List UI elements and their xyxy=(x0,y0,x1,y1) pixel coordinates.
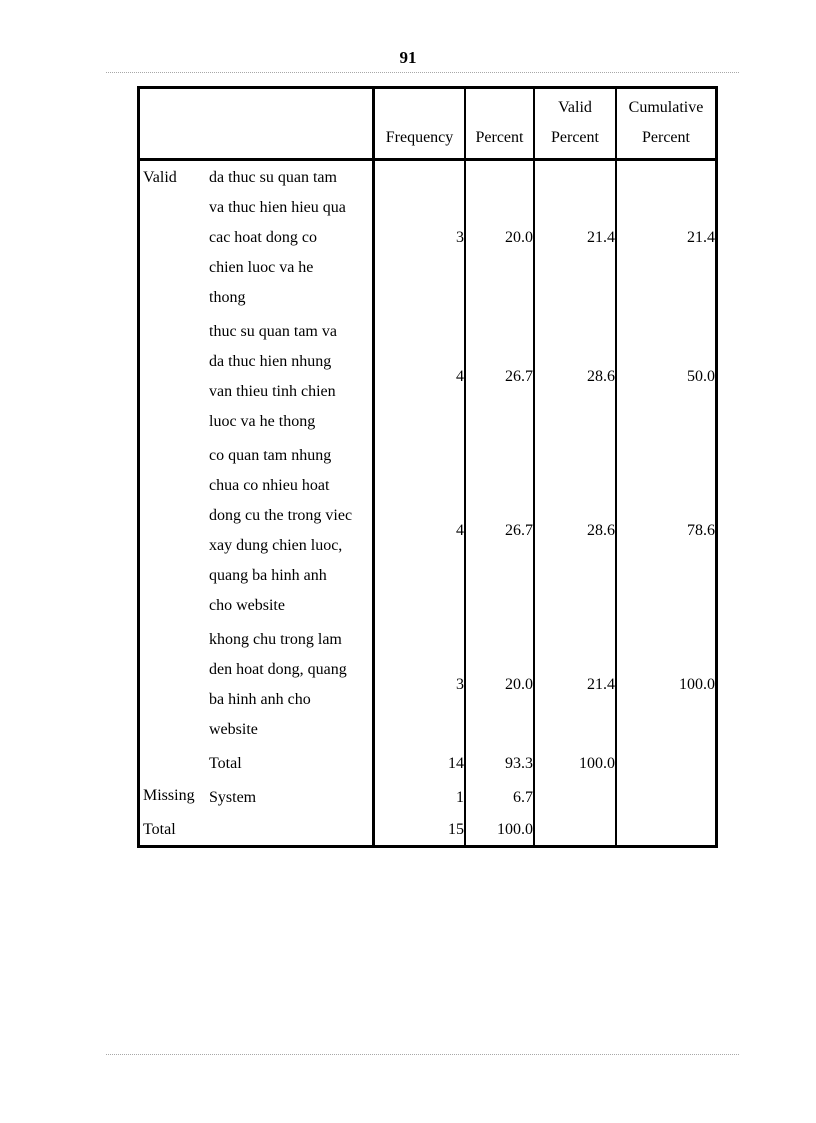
header-frequency: Frequency xyxy=(374,88,466,160)
header-rule xyxy=(106,72,739,73)
cell-frequency: 4 xyxy=(374,315,466,439)
cell-percent: 93.3 xyxy=(465,747,534,781)
cell-valid-percent: 28.6 xyxy=(534,315,616,439)
group-label-empty xyxy=(139,439,208,623)
cell-cumulative-percent: 78.6 xyxy=(687,522,715,539)
group-label-empty xyxy=(139,315,208,439)
header-percent: Percent xyxy=(465,88,534,160)
table-row-missing xyxy=(139,781,717,815)
row-label: thuc su quan tam va da thuc hien nhung van thieu tinh chien luoc va he thong xyxy=(207,315,374,439)
header-valid-percent: Valid Percent xyxy=(534,88,616,160)
cell-valid-percent: 21.4 xyxy=(534,160,616,316)
group-label-missing: Missing xyxy=(143,787,195,804)
cell-percent: 20.0 xyxy=(465,623,534,747)
row-label-system: System xyxy=(207,781,374,815)
table-row-valid-total xyxy=(139,747,717,781)
group-label-empty xyxy=(139,623,208,747)
table-header-row xyxy=(139,88,717,160)
page-number: 91 xyxy=(399,48,417,67)
cell-valid-percent: 100.0 xyxy=(534,747,616,781)
cell-cumulative-percent xyxy=(616,815,717,847)
group-label-valid: Valid xyxy=(143,169,177,186)
cell-percent: 100.0 xyxy=(465,815,534,847)
cell-valid-percent xyxy=(534,781,616,815)
cell-frequency: 1 xyxy=(374,781,466,815)
cell-valid-percent: 21.4 xyxy=(534,623,616,747)
cell-frequency: 3 xyxy=(374,623,466,747)
header-blank xyxy=(139,88,208,160)
group-label-empty xyxy=(139,747,208,781)
row-label: da thuc su quan tam va thuc hien hieu qua cac hoat dong co chien luoc va he thong xyxy=(207,160,374,316)
cell-cumulative-percent: 50.0 xyxy=(687,368,715,385)
row-label: khong chu trong lam den hoat dong, quang ba hinh anh cho website xyxy=(207,623,374,747)
footer-rule xyxy=(106,1054,739,1055)
row-label-empty xyxy=(207,815,374,847)
cell-percent: 26.7 xyxy=(465,439,534,623)
cell-percent: 20.0 xyxy=(465,160,534,316)
cell-percent: 26.7 xyxy=(465,315,534,439)
cell-valid-percent: 28.6 xyxy=(534,439,616,623)
table-row xyxy=(139,439,717,623)
cell-frequency: 14 xyxy=(374,747,466,781)
cell-frequency: 15 xyxy=(374,815,466,847)
table-row-total xyxy=(139,815,717,847)
cell-cumulative-percent xyxy=(616,781,717,815)
cell-frequency: 3 xyxy=(374,160,466,316)
cell-frequency: 4 xyxy=(374,439,466,623)
cell-cumulative-percent: 100.0 xyxy=(679,676,715,693)
row-label: co quan tam nhung chua co nhieu hoat dong cu the trong viec xay dung chien luoc, quang ba hinh anh cho website xyxy=(207,439,374,623)
table-row xyxy=(139,160,717,316)
header-blank-2 xyxy=(207,88,374,160)
cell-cumulative-percent xyxy=(616,747,717,781)
table-row xyxy=(139,623,717,747)
frequency-table xyxy=(137,86,718,848)
cell-cumulative-percent: 21.4 xyxy=(687,229,715,246)
row-label-total: Total xyxy=(207,747,374,781)
cell-valid-percent xyxy=(534,815,616,847)
header-cumulative-percent: Cumulative Percent xyxy=(616,88,717,160)
table-row xyxy=(139,315,717,439)
group-label-total: Total xyxy=(143,821,176,838)
cell-percent: 6.7 xyxy=(465,781,534,815)
